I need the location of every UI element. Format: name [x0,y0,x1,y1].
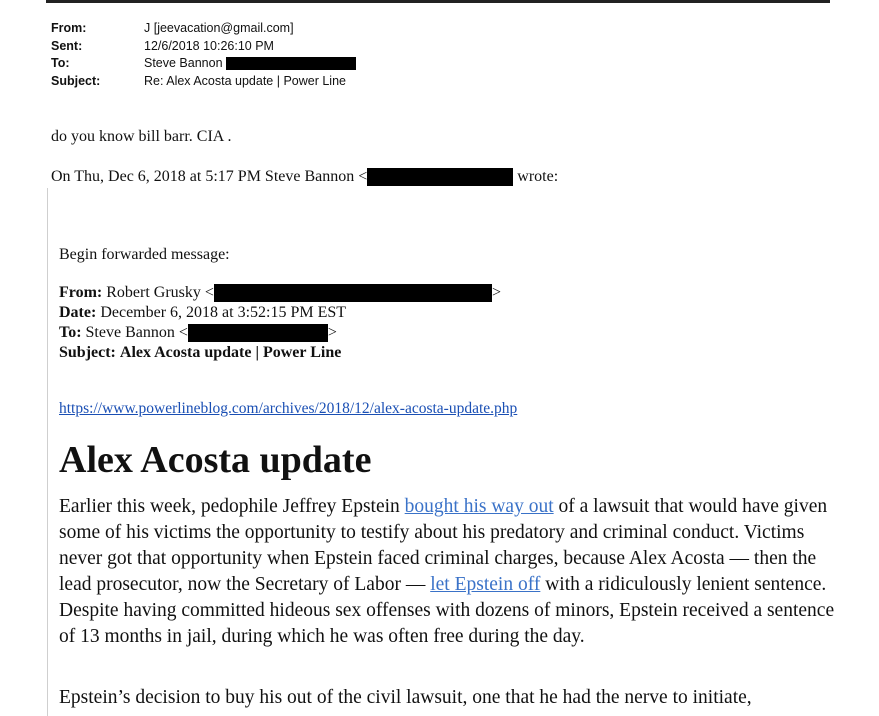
to-label: To: [51,56,70,70]
quote-attribution [51,168,558,186]
sent-label: Sent: [51,38,83,53]
subject-label: Subject: [51,73,101,88]
quote-bar [47,188,48,716]
fwd-subject-label: Subject: [59,344,116,361]
article-paragraph-2: Epstein’s decision to buy his out of the civil lawsuit, one that he had the nerve to initiate, [59,687,752,708]
header-to-row [51,55,356,73]
fwd-to-value: Steve Bannon < [85,324,188,341]
fwd-date-label: Date: [59,304,97,321]
article-url-line [59,400,517,418]
subject-value: Re: Alex Acosta update | Power Line [144,73,346,88]
email-header [51,20,356,90]
redaction-box [188,324,328,342]
redaction-box [214,284,492,302]
fwd-from-row [59,283,501,303]
sent-value: 12/6/2018 10:26:10 PM [144,38,274,53]
header-sent-row [51,38,356,56]
p1-text-b: of a lawsuit that would have given some of his victims the opportunity to testify about his predatory and criminal conduct. Victims never got that opportunity when Epstein faced criminal charges, because Alex Acosta — then the lead prosecutor, now the Secretary of Labor — [59,496,828,595]
forwarded-intro: Begin forwarded message: [59,246,230,263]
let-epstein-off-link[interactable]: let Epstein off [430,574,541,595]
article-title: Alex Acosta update [59,439,372,481]
to-value [144,55,356,73]
from-label: From: [51,21,87,35]
header-from-row [51,20,356,38]
fwd-to-label: To: [59,324,82,341]
top-rule [46,0,830,3]
header-subject-row [51,73,356,91]
p1-text-c: with a ridiculously lenient sentence. Despite having committed hideous sex offenses with dozens of minors, Epstein received a sentence of 13 months in jail, during which he was often free during the day. [59,574,835,647]
p1-text-a: Earlier this week, pedophile Jeffrey Epstein [59,496,405,517]
redaction-box [226,57,356,70]
redaction-box [367,168,513,186]
fwd-from-close: > [491,284,501,301]
to-value-text: Steve Bannon [144,56,223,70]
fwd-from-label: From: [59,284,103,301]
quote-suffix: wrote: [513,168,559,185]
fwd-date-row [59,303,501,323]
from-value: J [jeevacation@gmail.com] [144,21,294,35]
bought-his-way-out-link[interactable]: bought his way out [404,496,554,517]
fwd-date-value: December 6, 2018 at 3:52:15 PM EST [100,304,347,321]
fwd-from-value: Robert Grusky < [106,284,214,301]
article-url-link[interactable]: https://www.powerlineblog.com/archives/2018/12/alex-acosta-update.php [59,400,518,417]
quote-prefix: On Thu, Dec 6, 2018 at 5:17 PM Steve Bannon < [51,168,368,185]
reply-text: do you know bill barr. CIA . [51,128,232,145]
forwarded-header [59,283,501,363]
fwd-to-close: > [327,324,337,341]
fwd-to-row [59,323,501,343]
fwd-subject-row [59,343,501,363]
article-paragraph-1 [59,494,849,650]
fwd-subject-value: Alex Acosta update | Power Line [119,344,342,361]
